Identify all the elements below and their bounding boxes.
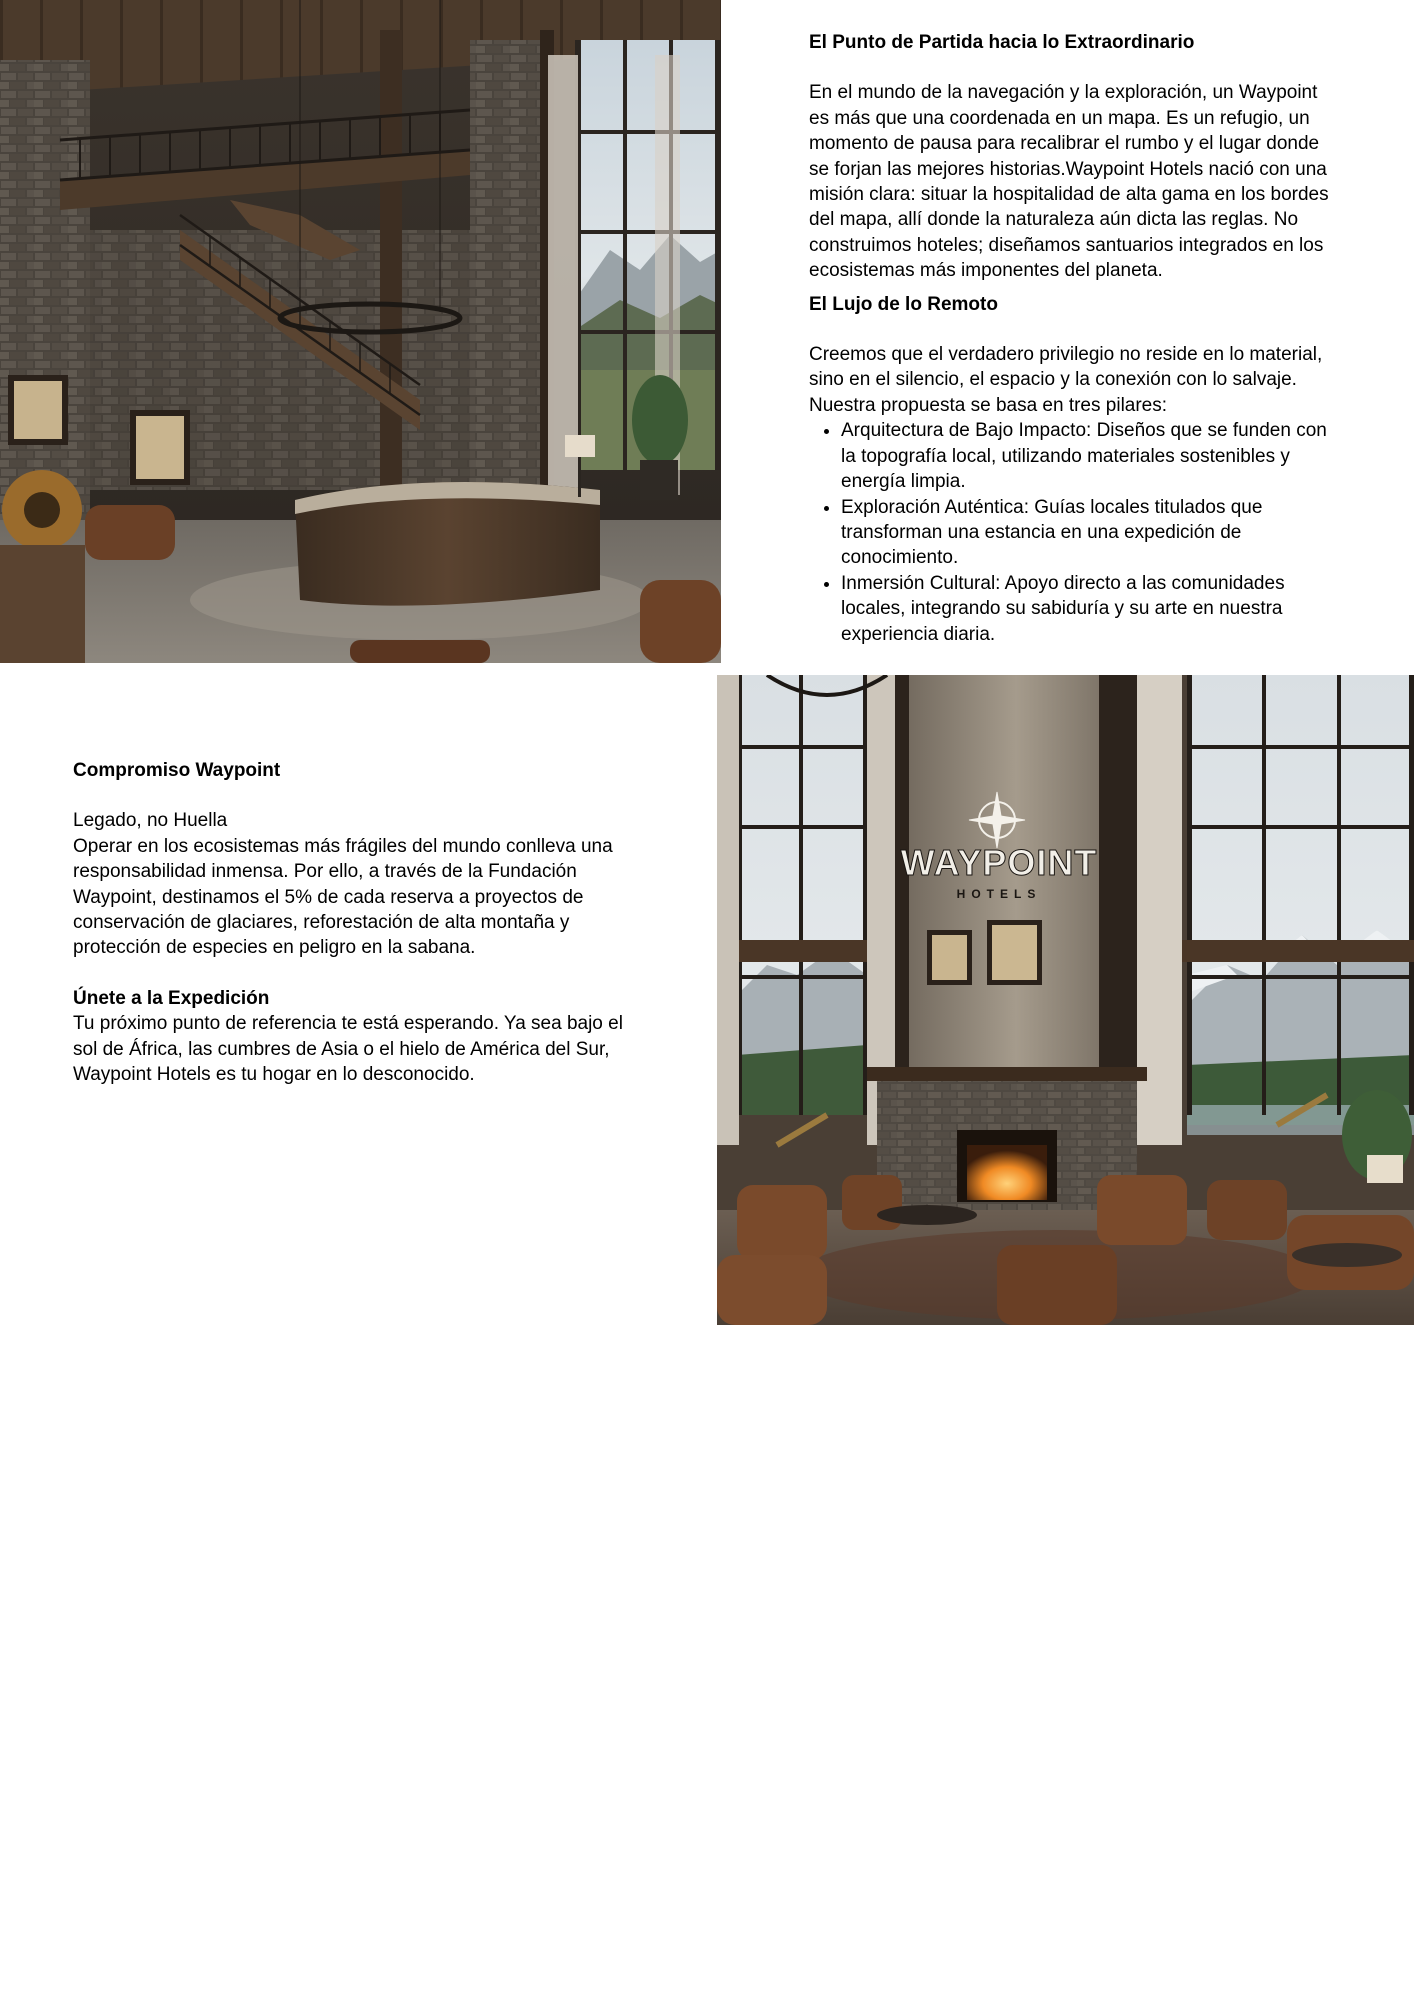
pillar-item: • Inmersión Cultural: Apoyo directo a las comunidades locales, integrando su sabiduría y su arte en nuestra experiencia diaria. [841,571,1339,647]
section-subheading-compromiso: Legado, no Huella [73,810,228,832]
section-heading-punto: El Punto de Partida hacia lo Extraordinario [809,32,1195,53]
section-body-punto: En el mundo de la navegación y la exploración, un Waypoint es más que una coordenada en un mapa. Es un refugio, un momento de pausa para recalibrar el rumbo y el lugar donde se forjan las mejores historias.Waypoint Hotels nació con una misión clara: situar la hospitalidad de alta gama en los bordes del mapa, allí donde la naturaleza aún dicta las reglas. No construimos hoteles; diseñamos santuarios integrados en los ecosistemas más imponentes del planeta. [809,82,1329,282]
about-intro-block [809,30,1339,647]
commitment-block [73,758,643,1087]
section-heading-lujo: El Lujo de lo Remoto [809,293,998,315]
pillars-list [809,418,1339,647]
lobby-photo [0,0,721,663]
logo-wordmark: WAYPOINT [900,842,1098,883]
pillar-item: • Arquitectura de Bajo Impacto: Diseños que se funden con la topografía local, utilizando materiales sostenibles y energía limpia. [841,418,1339,494]
logo-subline: HOTELS [956,887,1042,901]
lobby-photo-icon [0,0,721,663]
section-heading-compromiso: Compromiso Waypoint [73,760,281,781]
section-body-unete: Tu próximo punto de referencia te está esperando. Ya sea bajo el sol de África, las cumbres de Asia o el hielo de América del Sur, Waypoint Hotels es tu hogar en lo desconocido. [73,1013,623,1086]
pillar-item: • Exploración Auténtica: Guías locales titulados que transforman una estancia en una expedición de conocimiento. [841,495,1339,571]
section-intro-lujo: Creemos que el verdadero privilegio no reside en lo material, sino en el silencio, el espacio y la conexión con lo salvaje. Nuestra propuesta se basa en tres pilares: [809,344,1323,416]
section-heading-unete: Únete a la Expedición [73,987,270,1009]
section-body-compromiso: Operar en los ecosistemas más frágiles del mundo conlleva una responsabilidad inmensa. Por ello, a través de la Fundación Waypoint, destinamos el 5% de cada reserva a proyectos de conservación de glaciares, reforestación de alta montaña y protección de especies en peligro en la sabana. [73,835,613,959]
lounge-photo [717,675,1414,1325]
lounge-photo-icon [717,675,1414,1325]
